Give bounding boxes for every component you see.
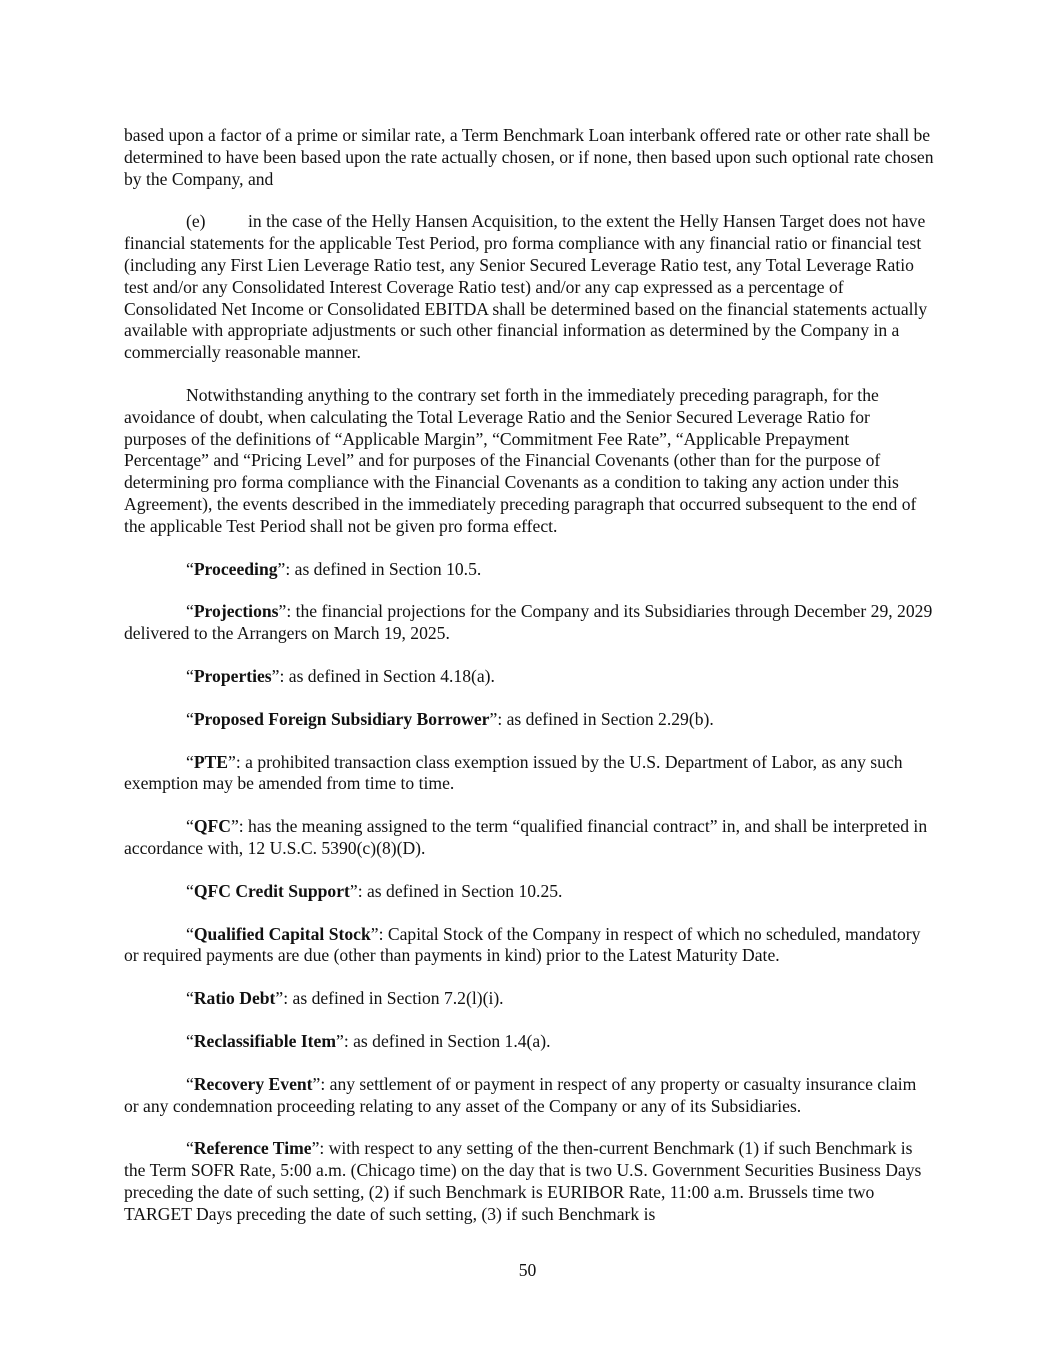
definition-text: : as defined in Section 7.2(l)(i).: [283, 988, 504, 1009]
defined-term: Proceeding: [193, 558, 278, 579]
clause-e-label: (e): [186, 211, 206, 232]
definition-recovery-event: “Recovery Event”: any settlement of or payment in respect of any property or casualty insurance claim or any condemnation proceeding relating to any asset of the Company or any of its Subsidiaries.: [124, 1073, 917, 1116]
definition-pte: “PTE”: a prohibited transaction class exemption issued by the U.S. Department of Labor, as any such exemption may be amended from time to time.: [124, 751, 903, 794]
definition-ratio-debt: “Ratio Debt”: as defined in Section 7.2(l)(i).: [186, 988, 504, 1009]
definition-properties: “Properties”: as defined in Section 4.18(a).: [186, 665, 495, 686]
definition-proceeding: “Proceeding”: as defined in Section 10.5.: [186, 558, 482, 579]
definition-text: : a prohibited transaction class exemption issued by the U.S. Department of Labor, as any such exemption may be amended from time to time.: [124, 751, 903, 794]
definition-qfc-credit-support: “QFC Credit Support”: as defined in Section 10.25.: [186, 880, 563, 901]
defined-term: Proposed Foreign Subsidiary Borrower: [193, 708, 490, 729]
defined-term: Recovery Event: [193, 1073, 313, 1094]
definition-text: : as defined in Section 10.5.: [285, 558, 482, 579]
defined-term: Properties: [193, 665, 272, 686]
notwithstanding-paragraph: Notwithstanding anything to the contrary set forth in the immediately preceding paragraph, for the avoidance of doubt, when calculating the Total Leverage Ratio and the Senior Secured Leverage Ratio for purposes of the definitions of “Applicable Margin”, “Commitment Fee Rate”, “Applicable Prepayment Percentage” and “Pricing Level” and for purposes of the Financial Covenants (other than for the purpose of determining pro forma compliance with the Financial Covenants as a condition to taking any action under this Agreement), the events described in the immediately preceding paragraph that occurred subsequent to the end of the applicable Test Period shall not be given pro forma effect.: [124, 384, 917, 536]
definition-proposed-foreign-subsidiary-borrower: “Proposed Foreign Subsidiary Borrower”: as defined in Section 2.29(b).: [186, 708, 714, 729]
definition-projections: “Projections”: the financial projections for the Company and its Subsidiaries through December 29, 2029 delivered to the Arrangers on March 19, 2025.: [124, 601, 933, 644]
defined-term: QFC Credit Support: [193, 880, 350, 901]
definition-qfc: “QFC”: has the meaning assigned to the term “qualified financial contract” in, and shall be interpreted in accordance with, 12 U.S.C. 5390(c)(8)(D).: [124, 816, 928, 858]
definition-text: : has the meaning assigned to the term “qualified financial contract” in, and shall be interpreted in accordance with, 12 U.S.C. 5390(c)(8)(D).: [124, 816, 928, 858]
definition-text: : any settlement of or payment in respect of any property or casualty insurance claim or any condemnation proceeding relating to any asset of the Company or any of its Subsidiaries.: [124, 1073, 917, 1116]
definition-text: : as defined in Section 10.25.: [357, 880, 563, 901]
page-body: [124, 125, 934, 1246]
defined-term: Qualified Capital Stock: [193, 923, 371, 944]
definition-text: : as defined in Section 2.29(b).: [497, 708, 714, 729]
defined-term: Reference Time: [193, 1138, 312, 1159]
definition-qualified-capital-stock: “Qualified Capital Stock”: Capital Stock of the Company in respect of which no scheduled, mandatory or required payments are due (other than payments in kind) prior to the Latest Maturity Date.: [124, 923, 921, 966]
page-number: 50: [518, 1260, 537, 1280]
defined-term: Projections: [193, 601, 279, 622]
clause-e-text: in the case of the Helly Hansen Acquisition, to the extent the Helly Hansen Target does not have financial statements for the applicable Test Period, pro forma compliance with any financial ratio or financial test (including any First Lien Leverage Ratio test, any Senior Secured Leverage Ratio test, any Total Leverage Ratio test and/or any Consolidated Interest Coverage Ratio test) and/or any cap expressed as a percentage of Consolidated Net Income or Consolidated EBITDA shall be determined based on the financial statements actually available with appropriate adjustments or such other financial information as determined by the Company in a commercially reasonable manner.: [124, 211, 928, 363]
definition-text: : with respect to any setting of the then-current Benchmark (1) if such Benchmark is the Term SOFR Rate, 5:00 a.m. (Chicago time) on the day that is two U.S. Government Securities Business Days preceding the date of such setting, (2) if such Benchmark is EURIBOR Rate, 11:00 a.m. Brussels time two TARGET Days preceding the date of such setting, (3) if such Benchmark is: [124, 1138, 922, 1224]
definition-reclassifiable-item: “Reclassifiable Item”: as defined in Section 1.4(a).: [186, 1030, 551, 1051]
defined-term: PTE: [193, 751, 229, 772]
intro-continuation-paragraph: based upon a factor of a prime or similar rate, a Term Benchmark Loan interbank offered rate or other rate shall be determined to have been based upon the rate actually chosen, or if none, then based upon such optional rate chosen by the Company, and: [124, 125, 934, 189]
definition-text: : Capital Stock of the Company in respect of which no scheduled, mandatory or required payments are due (other than payments in kind) prior to the Latest Maturity Date.: [124, 923, 921, 966]
clause-e-paragraph: [124, 211, 934, 364]
defined-term: Ratio Debt: [193, 988, 276, 1009]
definition-text: : as defined in Section 1.4(a).: [343, 1030, 551, 1051]
definition-reference-time: “Reference Time”: with respect to any setting of the then-current Benchmark (1) if such Benchmark is the Term SOFR Rate, 5:00 a.m. (Chicago time) on the day that is two U.S. Government Securities Business Days preceding the date of such setting, (2) if such Benchmark is EURIBOR Rate, 11:00 a.m. Brussels time two TARGET Days preceding the date of such setting, (3) if such Benchmark is: [124, 1138, 922, 1224]
defined-term: Reclassifiable Item: [193, 1030, 336, 1051]
defined-term: QFC: [193, 816, 231, 837]
definition-text: : the financial projections for the Company and its Subsidiaries through December 29, 2029 delivered to the Arrangers on March 19, 2025.: [124, 601, 933, 644]
definition-text: : as defined in Section 4.18(a).: [279, 665, 495, 686]
